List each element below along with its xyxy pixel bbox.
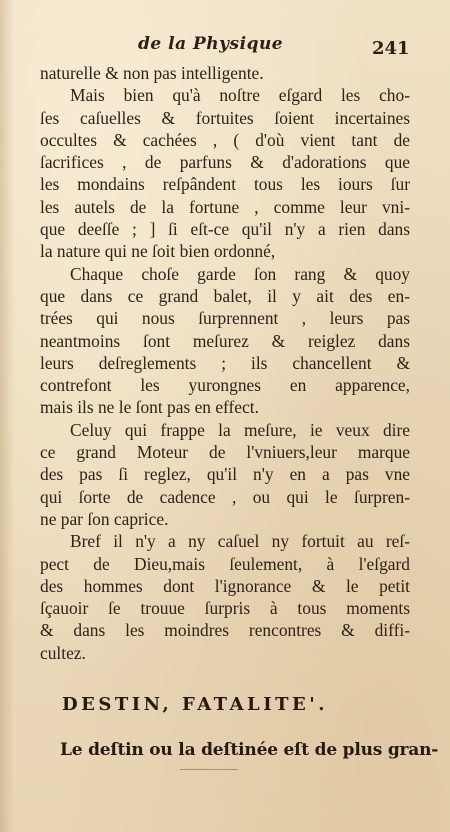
section-first-line: Le deſtin ou la deſtinée eſt de plus gran- (60, 740, 439, 760)
underline-mark (180, 769, 238, 770)
text-line: Celuy qui frappe la meſure, ie veux dire (70, 419, 410, 440)
gutter-shadow (0, 0, 14, 832)
text-line: qui ſorte de cadence , ou qui le ſurpren- (40, 486, 410, 507)
text-line: leurs deſreglements ; ils chancellent & (40, 352, 410, 373)
text-line: cultez. (40, 642, 86, 663)
text-line: des hommes dont l'ignorance & le petit (40, 575, 410, 596)
text-line: ne par ſon caprice. (40, 508, 169, 529)
text-line: des pas ſi reglez, qu'il n'y en a pas vne (40, 464, 410, 485)
text-line: occultes & cachées , ( d'où vient tant de (40, 129, 410, 150)
text-line: contrefont les yurongnes en apparence, (40, 375, 410, 396)
text-line: ce grand Moteur de l'vniuers,leur marque (40, 442, 410, 463)
text-line: ſes caſuelles & fortuites ſoient incertaines (40, 107, 410, 128)
text-line: Bref il n'y a ny caſuel ny fortuit au reſ- (70, 531, 410, 552)
text-line: trées qui nous ſurprennent , leurs pas (40, 308, 410, 329)
text-line: ſacrifices , de parfuns & d'adorations que (40, 152, 410, 173)
text-line: neantmoins ſont meſurez & reiglez dans (40, 330, 410, 351)
text-line: & dans les moindres rencontres & diffi- (40, 620, 410, 641)
page-number: 241 (372, 38, 410, 59)
text-line: Mais bien qu'à noſtre eſgard les cho- (70, 85, 410, 106)
section-heading: DESTIN, FATALITE'. (62, 694, 329, 715)
text-line: la nature qui ne ſoit bien ordonné, (40, 241, 276, 262)
text-line: ſçauoir ſe trouue ſurpris à tous moments (40, 598, 410, 619)
text-line: pect de Dieu,mais ſeulement, à l'eſgard (40, 553, 410, 574)
text-line: mais ils ne le ſont pas en effect. (40, 397, 259, 418)
text-line: Chaque choſe garde ſon rang & quoy (70, 263, 410, 284)
body-text (40, 62, 410, 664)
text-line: que deeſſe ; ] ſi eſt-ce qu'il n'y a rien dans (40, 219, 410, 240)
text-line: les mondains reſpândent tous les iours ſur (40, 174, 410, 195)
text-line: naturelle & non pas intelligente. (40, 63, 264, 83)
running-head: de la Physique (138, 34, 284, 54)
text-line: les autels de la fortune , comme leur vni- (40, 196, 410, 217)
text-line: que dans ce grand balet, il y ait des en- (40, 285, 410, 306)
